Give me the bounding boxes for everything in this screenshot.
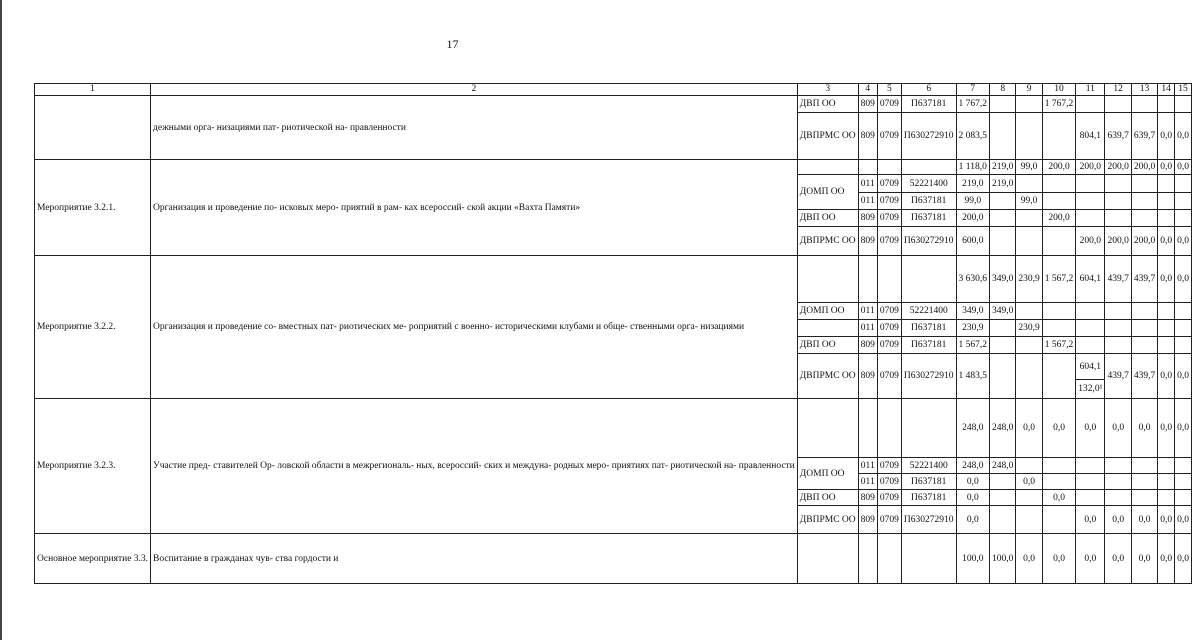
total-cell: 219,0 (990, 160, 1016, 175)
table-cell: 809 (858, 113, 877, 160)
table-cell: 0,0 (956, 506, 990, 534)
total-cell: 439,7 (1131, 256, 1157, 303)
total-cell: 0,0 (1131, 399, 1157, 458)
table-cell (1016, 227, 1042, 256)
table-cell: 200,0 (1076, 227, 1105, 256)
total-cell: 200,0 (1076, 160, 1105, 175)
total-cell: 0,0 (1042, 399, 1076, 458)
table-cell (1042, 320, 1076, 337)
table-cell (1131, 210, 1157, 227)
table-cell (1042, 354, 1076, 399)
table-cell (1042, 193, 1076, 210)
table-cell: 011 (858, 175, 877, 193)
table-cell: П637181 (901, 96, 956, 113)
table-cell: 639,7 (1131, 113, 1157, 160)
table-cell (1131, 337, 1157, 354)
header-cell: 10 (1042, 84, 1076, 96)
table-cell: 230,9 (1016, 320, 1042, 337)
total-cell: 0,0 (1175, 399, 1192, 458)
table-cell (1105, 474, 1131, 490)
total-cell: 0,0 (1076, 534, 1105, 584)
total-cell: 100,0 (956, 534, 990, 584)
table-cell: 200,0 (1042, 210, 1076, 227)
table-cell (1042, 458, 1076, 474)
table-cell: 0,0 (1158, 113, 1175, 160)
table-row (35, 160, 1192, 175)
total-cell: 248,0 (990, 399, 1016, 458)
table-cell: 0,0 (956, 474, 990, 490)
table-cell: 0,0 (1158, 506, 1175, 534)
table-cell (1042, 113, 1076, 160)
table-cell (990, 354, 1016, 399)
table-cell (1016, 458, 1042, 474)
table-cell (1158, 193, 1175, 210)
table-cell (877, 534, 901, 584)
table-cell: 0,0 (1042, 490, 1076, 506)
table-cell: 200,0 (956, 210, 990, 227)
total-cell: 604,1 (1076, 256, 1105, 303)
table-cell (1076, 193, 1105, 210)
table-cell (1158, 175, 1175, 193)
table-cell (1175, 337, 1192, 354)
header-row (35, 84, 1192, 96)
table-cell (1016, 113, 1042, 160)
table-cell (901, 160, 956, 175)
table-cell (858, 534, 877, 584)
total-cell: 230,9 (1016, 256, 1042, 303)
table-cell: П637181 (901, 337, 956, 354)
table-cell (1158, 210, 1175, 227)
table-row (35, 534, 1192, 584)
table-cell: 52221400 (901, 175, 956, 193)
total-cell: 0,0 (1175, 534, 1192, 584)
header-cell: 2 (151, 84, 798, 96)
event-name: Мероприятие 3.2.2. (35, 256, 151, 399)
table-cell (1042, 227, 1076, 256)
table-cell: 600,0 (956, 227, 990, 256)
table-cell: П637181 (901, 210, 956, 227)
event-name: Мероприятие 3.2.1. (35, 160, 151, 256)
table-cell: 011 (858, 193, 877, 210)
executor-cell (797, 399, 858, 458)
table-cell (1076, 458, 1105, 474)
table-cell: 230,9 (956, 320, 990, 337)
table-cell (1076, 303, 1105, 320)
table-cell: 0709 (877, 227, 901, 256)
table-cell (1158, 96, 1175, 113)
event-description: дежными орга- низациями пат- риотической на- правленности (151, 96, 798, 160)
table-row (35, 96, 1192, 113)
executor-cell: ДОМП ОО (797, 175, 858, 210)
table-cell (1175, 175, 1192, 193)
event-description: Воспитание в гражданах чув- ства гордости и (151, 534, 798, 584)
table-cell: 99,0 (956, 193, 990, 210)
table-cell (1175, 490, 1192, 506)
table-cell (1016, 175, 1042, 193)
table-cell: 0709 (877, 303, 901, 320)
total-cell: 248,0 (956, 399, 990, 458)
total-cell: 0,0 (1158, 256, 1175, 303)
table-cell: 809 (858, 210, 877, 227)
table-cell: 0709 (877, 96, 901, 113)
total-cell: 439,7 (1105, 256, 1131, 303)
table-cell: 349,0 (990, 303, 1016, 320)
table-cell: 52221400 (901, 458, 956, 474)
table-cell: 0,0 (956, 490, 990, 506)
executor-cell: ДОМП ОО (797, 458, 858, 490)
executor-cell (797, 534, 858, 584)
header-cell: 15 (1175, 84, 1192, 96)
table-cell (990, 337, 1016, 354)
table-cell (1076, 490, 1105, 506)
total-cell: 200,0 (1131, 160, 1157, 175)
table-cell: 0709 (877, 337, 901, 354)
table-cell (901, 256, 956, 303)
header-cell: 7 (956, 84, 990, 96)
table-cell (1016, 337, 1042, 354)
table-cell (1105, 210, 1131, 227)
table-cell (1042, 474, 1076, 490)
table-cell: 809 (858, 506, 877, 534)
table-cell: 1 767,2 (956, 96, 990, 113)
executor-cell (797, 256, 858, 303)
table-cell (1016, 506, 1042, 534)
event-description: Участие пред- ставителей Ор- ловской области в межрегиональ- ных, всероссий- ских и междуна- родных меро- приятиях пат- риотической на- правленности (151, 399, 798, 534)
table-cell (1042, 303, 1076, 320)
table-cell: 809 (858, 227, 877, 256)
page-left-edge (0, 0, 2, 640)
table-cell (990, 210, 1016, 227)
table-cell: П637181 (901, 474, 956, 490)
table-cell: П630272910 (901, 227, 956, 256)
total-cell: 0,0 (1175, 256, 1192, 303)
table-cell (1105, 175, 1131, 193)
table-cell (1131, 320, 1157, 337)
table-row (35, 399, 1192, 458)
table-cell: 200,0 (1105, 227, 1131, 256)
footnote-value: 132,0¹ (1076, 380, 1105, 399)
executor-cell: ДВП ОО (797, 210, 858, 227)
table-cell (990, 320, 1016, 337)
total-cell: 1 118,0 (956, 160, 990, 175)
header-cell: 13 (1131, 84, 1157, 96)
table-cell (1105, 320, 1131, 337)
table-cell: 0,0 (1175, 506, 1192, 534)
table-cell: 0,0 (1175, 227, 1192, 256)
table-cell (1175, 303, 1192, 320)
table-cell: 219,0 (956, 175, 990, 193)
total-cell: 200,0 (1042, 160, 1076, 175)
table-cell: 0,0 (1076, 506, 1105, 534)
table-cell (1158, 337, 1175, 354)
table-cell (1016, 210, 1042, 227)
table-cell (877, 256, 901, 303)
table-cell: 011 (858, 474, 877, 490)
table-cell (1076, 96, 1105, 113)
total-cell: 0,0 (1105, 534, 1131, 584)
table-cell: 809 (858, 337, 877, 354)
table-cell: 0,0 (1158, 354, 1175, 399)
executor-cell: ДВПРМС ОО (797, 354, 858, 399)
executor-cell (797, 160, 858, 175)
table-cell: 0709 (877, 210, 901, 227)
table-cell (1175, 193, 1192, 210)
event-description: Организация и проведение по- исковых меро- приятий в рам- ках всероссий- ской акции «Вахта Памяти» (151, 160, 798, 256)
total-cell: 0,0 (1158, 534, 1175, 584)
header-cell: 5 (877, 84, 901, 96)
table-cell: 0,0 (1175, 113, 1192, 160)
table-cell (1158, 303, 1175, 320)
table-cell: 1 767,2 (1042, 96, 1076, 113)
total-cell: 349,0 (990, 256, 1016, 303)
total-cell: 0,0 (1016, 534, 1042, 584)
table-cell: 52221400 (901, 303, 956, 320)
table-cell (1105, 193, 1131, 210)
total-cell: 0,0 (1131, 534, 1157, 584)
table-cell: 639,7 (1105, 113, 1131, 160)
table-cell (1131, 303, 1157, 320)
table-cell (990, 227, 1016, 256)
table-cell: 011 (858, 320, 877, 337)
table-cell (901, 399, 956, 458)
table-cell (1016, 96, 1042, 113)
executor-cell: ДОМП ОО (797, 303, 858, 320)
table-cell: П630272910 (901, 506, 956, 534)
table-cell (901, 534, 956, 584)
total-cell: 99,0 (1016, 160, 1042, 175)
table-cell (1105, 458, 1131, 474)
table-cell: 1 567,2 (1042, 337, 1076, 354)
table-cell (1175, 458, 1192, 474)
table-cell (1076, 474, 1105, 490)
table-cell: 0709 (877, 506, 901, 534)
total-cell: 200,0 (1105, 160, 1131, 175)
table-cell: 219,0 (990, 175, 1016, 193)
total-cell: 3 630,6 (956, 256, 990, 303)
table-cell (858, 256, 877, 303)
table-cell: 604,1 (1076, 354, 1105, 380)
table-cell: 1 567,2 (956, 337, 990, 354)
table-cell: 248,0 (990, 458, 1016, 474)
table-cell: П637181 (901, 490, 956, 506)
table-cell (877, 160, 901, 175)
header-cell: 11 (1076, 84, 1105, 96)
executor-cell (797, 320, 858, 337)
table-cell: 809 (858, 96, 877, 113)
table-cell (1042, 506, 1076, 534)
total-cell: 0,0 (1175, 160, 1192, 175)
table-cell (877, 399, 901, 458)
table-cell (1131, 490, 1157, 506)
table-cell: 011 (858, 458, 877, 474)
table-cell: 0709 (877, 354, 901, 399)
total-cell: 100,0 (990, 534, 1016, 584)
table-cell (1105, 337, 1131, 354)
event-name: Основное мероприятие 3.3. (35, 534, 151, 584)
table-cell (858, 399, 877, 458)
total-cell: 0,0 (1016, 399, 1042, 458)
table-cell (1076, 337, 1105, 354)
event-name-cell (35, 96, 151, 160)
table-cell: 809 (858, 490, 877, 506)
table-cell: П630272910 (901, 113, 956, 160)
table-cell: 0,0 (1016, 474, 1042, 490)
table-cell (1131, 175, 1157, 193)
table-cell: 0709 (877, 474, 901, 490)
executor-cell: ДВПРМС ОО (797, 113, 858, 160)
table-cell: 349,0 (956, 303, 990, 320)
header-cell: 4 (858, 84, 877, 96)
table-cell: 0709 (877, 458, 901, 474)
table-cell (1016, 303, 1042, 320)
table-cell (1076, 320, 1105, 337)
header-cell: 14 (1158, 84, 1175, 96)
table-cell: 248,0 (956, 458, 990, 474)
table-cell (1158, 320, 1175, 337)
page-number: 17 (446, 37, 459, 51)
table-cell: 804,1 (1076, 113, 1105, 160)
table-cell: 1 483,5 (956, 354, 990, 399)
header-cell: 1 (35, 84, 151, 96)
total-cell: 0,0 (1076, 399, 1105, 458)
total-cell: 0,0 (1158, 399, 1175, 458)
table-cell (1158, 490, 1175, 506)
table-cell (1175, 474, 1192, 490)
table-cell: 0,0 (1175, 354, 1192, 399)
table-cell: П637181 (901, 193, 956, 210)
table-cell: 0,0 (1158, 227, 1175, 256)
table-cell: 200,0 (1131, 227, 1157, 256)
table-cell: 2 083,5 (956, 113, 990, 160)
table-cell (1105, 96, 1131, 113)
table-cell (1076, 210, 1105, 227)
table-cell (1131, 474, 1157, 490)
table-cell (990, 490, 1016, 506)
executor-cell: ДВП ОО (797, 337, 858, 354)
total-cell: 0,0 (1042, 534, 1076, 584)
table-cell (1158, 474, 1175, 490)
total-cell: 0,0 (1158, 160, 1175, 175)
table-cell (990, 96, 1016, 113)
table-cell: 0,0 (1105, 506, 1131, 534)
table-cell: 0709 (877, 193, 901, 210)
table-cell: 439,7 (1105, 354, 1131, 399)
table-cell (1016, 354, 1042, 399)
table-cell (1016, 490, 1042, 506)
table-cell: 011 (858, 303, 877, 320)
table-cell: 0709 (877, 490, 901, 506)
executor-cell: ДВП ОО (797, 96, 858, 113)
table-cell: 0709 (877, 113, 901, 160)
table-cell (1042, 175, 1076, 193)
header-cell: 6 (901, 84, 956, 96)
executor-cell: ДВП ОО (797, 490, 858, 506)
table-cell (1131, 193, 1157, 210)
table-cell (1076, 175, 1105, 193)
header-cell: 3 (797, 84, 858, 96)
executor-cell: ДВПРМС ОО (797, 506, 858, 534)
header-cell: 8 (990, 84, 1016, 96)
budget-table (34, 83, 1192, 584)
table-cell: 0709 (877, 175, 901, 193)
table-cell (1175, 320, 1192, 337)
table-cell (1158, 458, 1175, 474)
table-cell: 0709 (877, 320, 901, 337)
table-cell (1105, 490, 1131, 506)
table-cell (858, 160, 877, 175)
event-name: Мероприятие 3.2.3. (35, 399, 151, 534)
table-cell: 439,7 (1131, 354, 1157, 399)
table-cell (990, 506, 1016, 534)
table-cell: П637181 (901, 320, 956, 337)
table-cell (1131, 96, 1157, 113)
table-cell: 809 (858, 354, 877, 399)
table-cell (1131, 458, 1157, 474)
header-cell: 12 (1105, 84, 1131, 96)
table-cell (990, 113, 1016, 160)
table-cell (1105, 303, 1131, 320)
table-row (35, 256, 1192, 303)
total-cell: 0,0 (1105, 399, 1131, 458)
table-cell: 99,0 (1016, 193, 1042, 210)
table-cell (1175, 210, 1192, 227)
table-cell (990, 193, 1016, 210)
total-cell: 1 567,2 (1042, 256, 1076, 303)
table-cell: П630272910 (901, 354, 956, 399)
table-cell (1175, 96, 1192, 113)
executor-cell: ДВПРМС ОО (797, 227, 858, 256)
table-cell (990, 474, 1016, 490)
table-cell: 0,0 (1131, 506, 1157, 534)
header-cell: 9 (1016, 84, 1042, 96)
event-description: Организация и проведение со- вместных пат- риотических ме- роприятий с военно- историческими клубами и обще- ственными орга- низациями (151, 256, 798, 399)
